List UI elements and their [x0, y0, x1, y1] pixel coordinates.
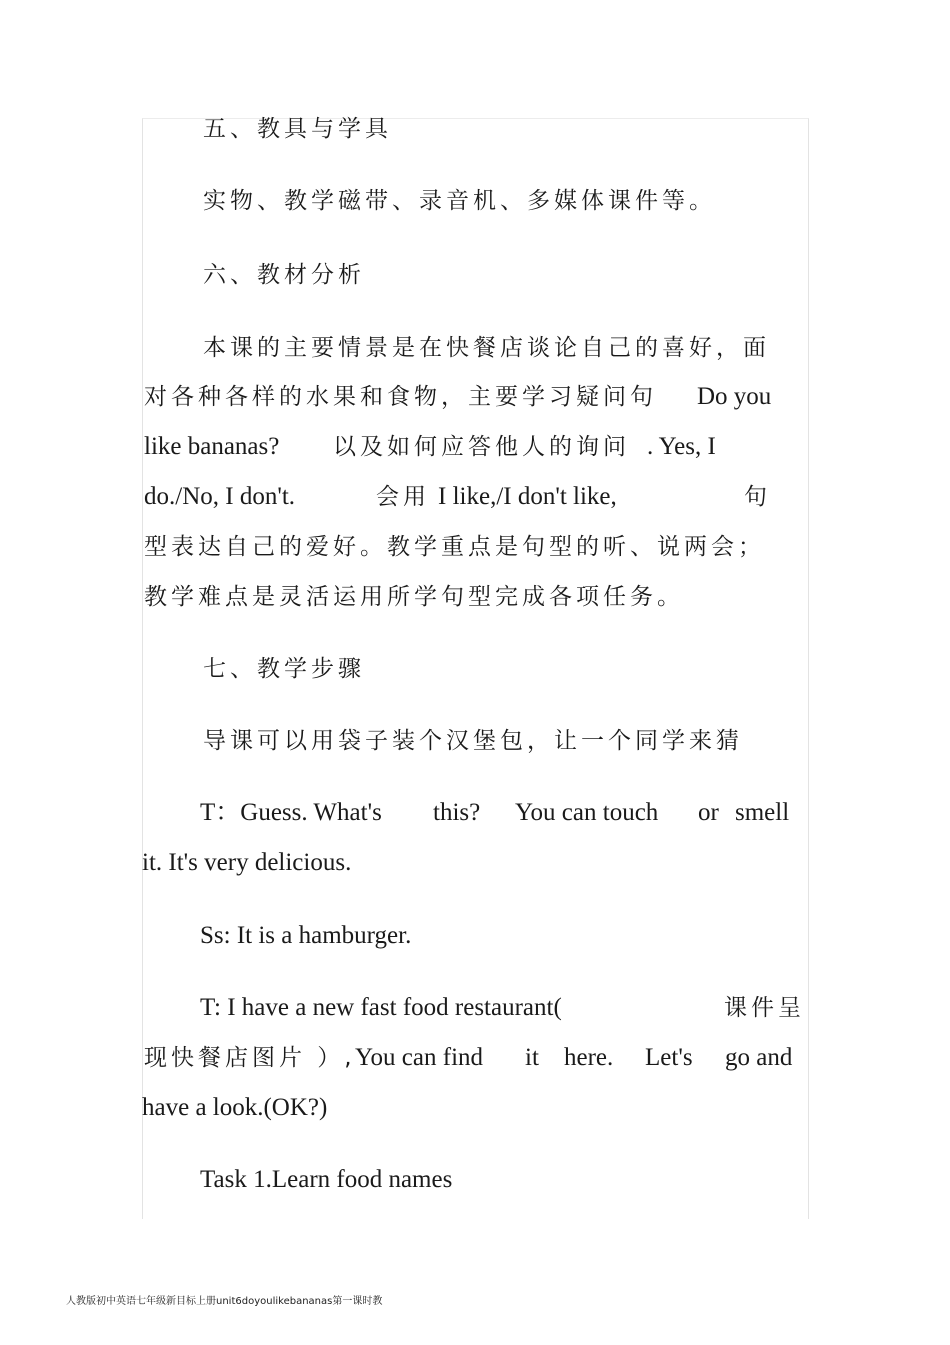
section-7-title: 七、教学步骤	[203, 656, 365, 682]
section-6-line-3b: 以及如何应答他人的询问	[333, 434, 630, 460]
section-6-line-5: 型表达自己的爱好。教学重点是句型的听、说两会；	[144, 534, 765, 560]
section-6-line-4d: 句	[744, 484, 771, 510]
section-6-line-4a: do./No, I don't.	[144, 483, 296, 510]
dialog-t1-e: smell	[735, 799, 790, 826]
dialog-t3-a: T: I have a new fast food restaurant(	[200, 994, 562, 1021]
dialog-t3-b: 课件呈	[724, 995, 805, 1021]
dialog-t1-b: this?	[433, 799, 481, 826]
dialog-ss: Ss: It is a hamburger.	[200, 922, 412, 949]
section-6-line-6: 教学难点是灵活运用所学句型完成各项任务。	[144, 584, 684, 610]
dialog-t4-c: it	[525, 1044, 539, 1071]
section-6-line-1: 本课的主要情景是在快餐店谈论自己的喜好，面	[203, 335, 770, 361]
dialog-t4-f: go and	[725, 1044, 793, 1071]
section-6-line-3a: like bananas?	[144, 433, 280, 460]
dialog-t1-d: or	[698, 799, 719, 826]
section-6-line-4b: 会用	[376, 484, 430, 510]
dialog-t4-d: here.	[564, 1044, 614, 1071]
dialog-t1-a: T：Guess. What's	[200, 799, 382, 826]
section-5-title: 五、教具与学具	[203, 116, 392, 142]
section-6-line-2b: Do you	[697, 383, 772, 410]
section-6-title: 六、教材分析	[203, 262, 365, 288]
page-footer: 人教版初中英语七年级新目标上册unit6doyoulikebananas第一课时教	[66, 1296, 383, 1307]
dialog-t4-e: Let's	[645, 1044, 693, 1071]
section-7-intro: 导课可以用袋子装个汉堡包，让一个同学来猜	[203, 728, 743, 754]
dialog-t5: have a look.(OK?)	[142, 1094, 328, 1121]
section-6-line-2a: 对各种各样的水果和食物，主要学习疑问句	[144, 384, 657, 410]
dialog-t1-c: You can touch	[515, 799, 659, 826]
task-1-heading: Task 1.Learn food names	[200, 1166, 453, 1193]
section-6-line-3c: . Yes, I	[647, 433, 716, 460]
dialog-t2: it. It's very delicious.	[142, 849, 352, 876]
section-5-body: 实物、教学磁带、录音机、多媒体课件等。	[203, 188, 716, 214]
dialog-t4-b: You can find	[355, 1044, 484, 1071]
dialog-t4-a: 现快餐店图片 ）,	[144, 1045, 356, 1071]
section-6-line-4c: I like,/I don't like,	[438, 483, 617, 510]
